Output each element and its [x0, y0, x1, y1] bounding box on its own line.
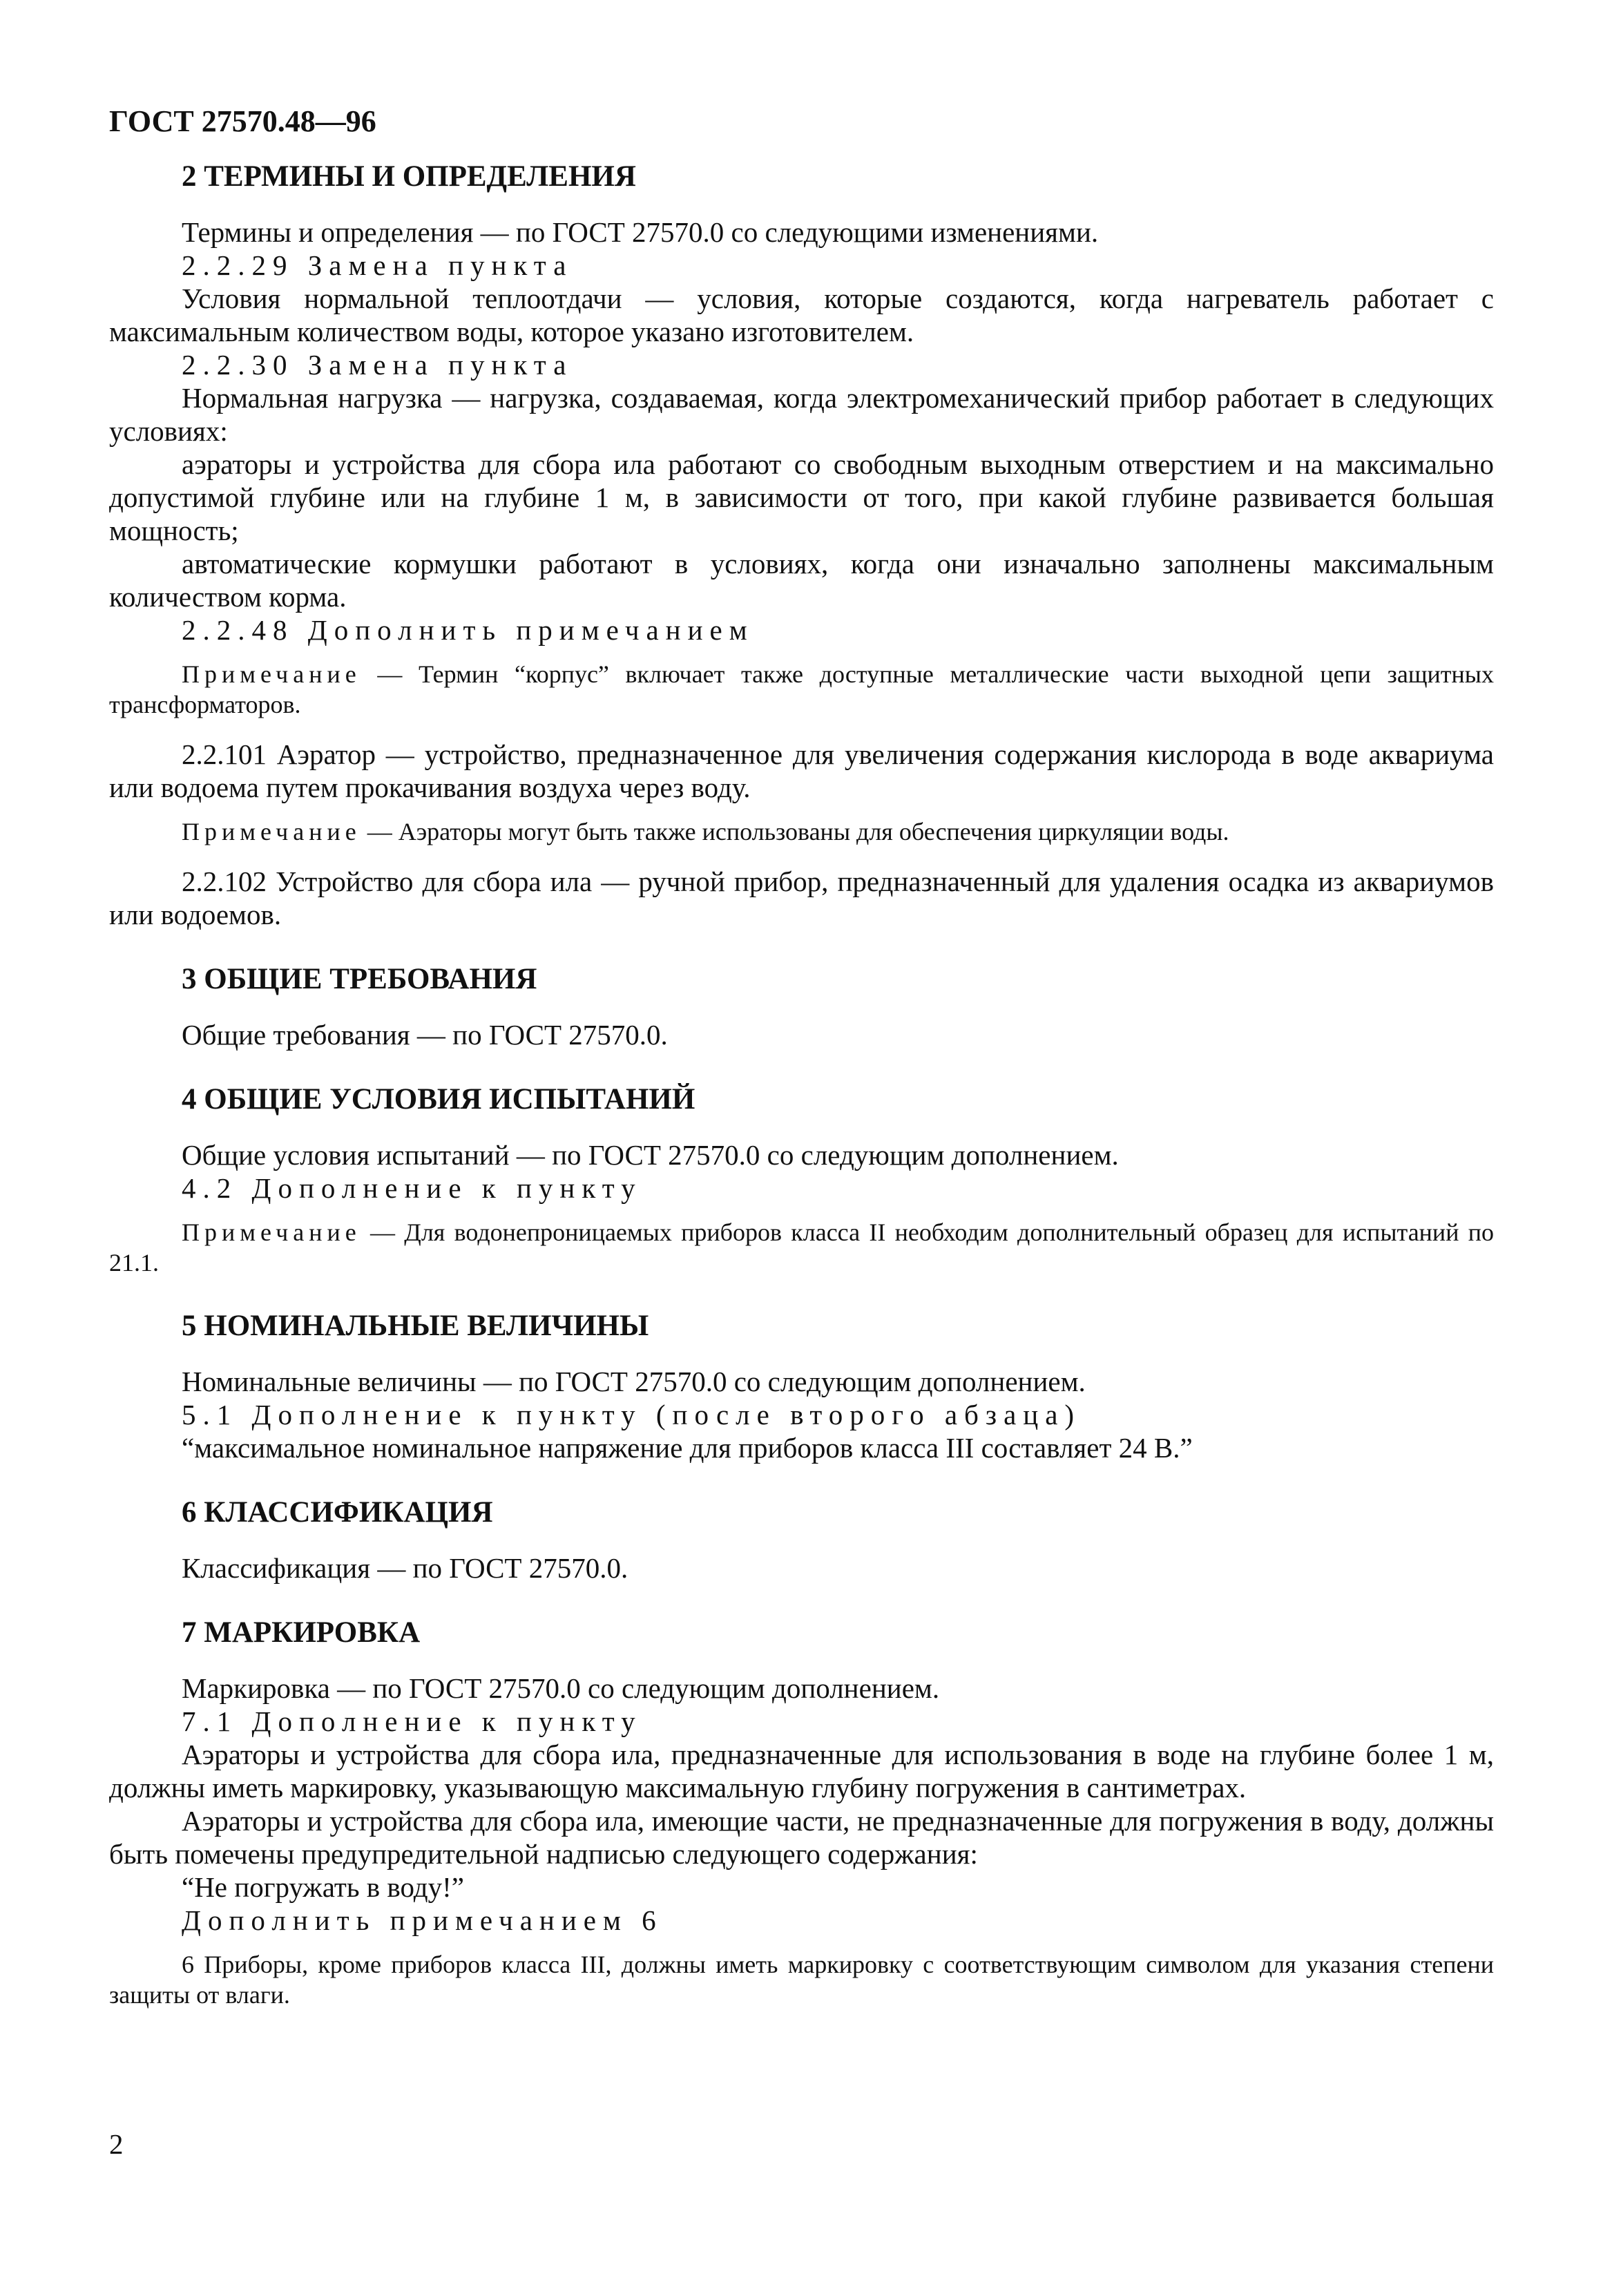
note-6: 6 Приборы, кроме приборов класса III, должны иметь маркировку с соответствующим символом для указания степени защиты от влаги.	[109, 1951, 1494, 2009]
clause-2-2-30: 2.2.30 Замена пункта	[182, 349, 573, 381]
clause-2-2-30-item-a: аэраторы и устройства для сбора ила работают со свободным выходным отверстием и на максимально допустимой глубине или на глубине 1 м, в зависимости от того, при какой глубине развивается большая мощность;	[109, 448, 1494, 546]
section-4-text: Общие условия испытаний — по ГОСТ 27570.0 со следующим дополнением.	[182, 1139, 1119, 1171]
note-4-text: — Для водонепроницаемых приборов класса II необходим дополнительный образец для испытаний по 21.1.	[109, 1218, 1494, 1276]
add-note-6: Дополнить примечанием 6	[182, 1904, 663, 1936]
note-1	[109, 659, 1494, 720]
clause-5-1: 5.1 Дополнение к пункту (после второго абзаца)	[182, 1399, 1082, 1431]
section-3-text: Общие требования — по ГОСТ 27570.0.	[182, 1019, 668, 1051]
section-3-title: 3 ОБЩИЕ ТРЕБОВАНИЯ	[182, 963, 537, 995]
note-2-label: Примечание	[182, 818, 361, 845]
section-4-title: 4 ОБЩИЕ УСЛОВИЯ ИСПЫТАНИЙ	[182, 1083, 695, 1116]
note-2	[109, 816, 1494, 847]
doc-code: ГОСТ 27570.48—96	[109, 104, 376, 138]
note-4	[109, 1217, 1494, 1278]
note-4-label: Примечание	[182, 1218, 361, 1246]
note-1-label: Примечание	[182, 660, 361, 688]
section-6-text: Классификация — по ГОСТ 27570.0.	[182, 1552, 628, 1584]
document-page	[109, 104, 1494, 2028]
clause-2-2-29-text: Условия нормальной теплоотдачи — условия, которые создаются, когда нагреватель работает с максимальным количеством воды, которое указано изготовителем.	[109, 283, 1494, 347]
clause-2-2-48: 2.2.48 Дополнить примечанием	[182, 614, 754, 646]
note-2-text: — Аэраторы могут быть также использованы для обеспечения циркуляции воды.	[361, 818, 1229, 845]
clause-2-2-30-text: Нормальная нагрузка — нагрузка, создаваемая, когда электромеханический прибор работает в следующих условиях:	[109, 382, 1494, 447]
clause-7-1-p2: Аэраторы и устройства для сбора ила, имеющие части, не предназначенные для погружения в воду, должны быть помечены предупредительной надписью следующего содержания:	[109, 1805, 1494, 1870]
section-6-title: 6 КЛАССИФИКАЦИЯ	[182, 1496, 493, 1529]
section-5-title: 5 НОМИНАЛЬНЫЕ ВЕЛИЧИНЫ	[182, 1310, 649, 1342]
clause-2-2-102: 2.2.102 Устройство для сбора ила — ручной прибор, предназначенный для удаления осадка из аквариумов или водоемов.	[109, 865, 1494, 930]
section-2-title: 2 ТЕРМИНЫ И ОПРЕДЕЛЕНИЯ	[182, 160, 636, 193]
note-1-text: — Термин “корпус” включает также доступные металлические части выходной цепи защитных трансформаторов.	[109, 660, 1494, 718]
clause-5-1-quote: “максимальное номинальное напряжение для приборов класса III составляет 24 В.”	[182, 1432, 1193, 1464]
clause-4-2: 4.2 Дополнение к пункту	[182, 1172, 642, 1204]
page-number: 2	[109, 2128, 124, 2160]
clause-7-1-p3: “Не погружать в воду!”	[182, 1871, 464, 1903]
section-2-intro: Термины и определения — по ГОСТ 27570.0 со следующими изменениями.	[182, 216, 1099, 248]
clause-2-2-101: 2.2.101 Аэратор — устройство, предназначенное для увеличения содержания кислорода в воде аквариума или водоема путем прокачивания воздуха через воду.	[109, 738, 1494, 803]
clause-7-1-p1: Аэраторы и устройства для сбора ила, предназначенные для использования в воде на глубине более 1 м, должны иметь маркировку, указывающую максимальную глубину погружения в сантиметрах.	[109, 1739, 1494, 1804]
section-7-text: Маркировка — по ГОСТ 27570.0 со следующим дополнением.	[182, 1672, 940, 1704]
clause-7-1: 7.1 Дополнение к пункту	[182, 1705, 642, 1737]
section-7-title: 7 МАРКИРОВКА	[182, 1616, 421, 1649]
section-5-text: Номинальные величины — по ГОСТ 27570.0 со следующим дополнением.	[182, 1366, 1086, 1397]
clause-2-2-30-item-b: автоматические кормушки работают в условиях, когда они изначально заполнены максимальным количеством корма.	[109, 548, 1494, 613]
clause-2-2-29: 2.2.29 Замена пункта	[182, 249, 573, 281]
